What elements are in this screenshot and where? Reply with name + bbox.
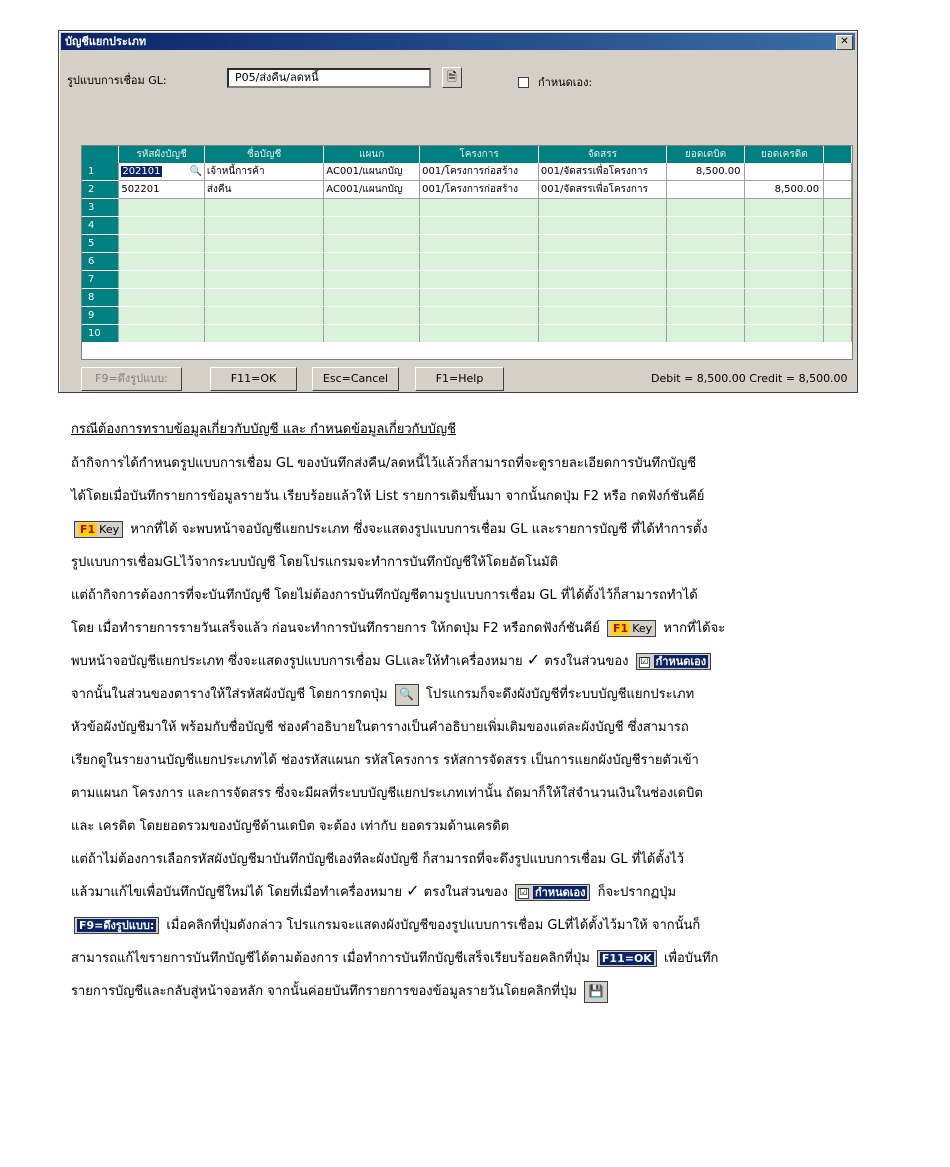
table-row[interactable]	[82, 163, 852, 181]
f9-button-icon	[74, 917, 159, 934]
paragraph-text: แล้วมาแก้ไขเพื่อบันทึกบัญชีใหม่ได้ โดยที่เมื่อทำเครื่องหมาย	[71, 885, 402, 900]
esc-cancel-button[interactable]: Esc=Cancel	[312, 367, 399, 391]
paragraph-line	[71, 683, 694, 706]
row-number: 5	[82, 235, 119, 253]
paragraph-line: ได้โดยเมื่อบันทึกรายการข้อมูลรายวัน เรียบร้อยแล้วให้ List รายการเดิมขึ้นมา จากนั้นกดปุ่ม F2 หรือ กดฟังก์ชันคีย์	[71, 489, 705, 504]
paragraph-text: เมื่อคลิกที่ปุ่มดังกล่าว โปรแกรมจะแสดงผังบัญชีของรูปแบบการเชื่อม GLที่ได้ตั้งไว้มาให้ จากนั้นก็	[166, 918, 701, 933]
checkbox-checked-icon: ☑	[519, 887, 528, 898]
cell-project[interactable]: 001/โครงการก่อสร้าง	[420, 163, 539, 181]
paragraph-line	[71, 518, 708, 539]
journal-grid	[81, 145, 853, 360]
paragraph-line: เรียกดูในรายงานบัญชีแยกประเภทได้ ช่องรหัสแผนก รหัสโครงการ รหัสการจัดสรร เป็นการแยกผังบัญชีรายตัวเข้า	[71, 753, 699, 768]
f1-key-icon	[74, 521, 123, 538]
cell-debit[interactable]: 8,500.00	[666, 163, 745, 181]
check-mark-icon: ✓	[526, 650, 541, 669]
paragraph-line: ถ้ากิจการได้กำหนดรูปแบบการเชื่อม GL ของบันทึกส่งคืน/ลดหนี้ไว้แล้วก็สามารถที่จะดูรายละเอียดการบันทึกบัญชี	[71, 456, 697, 471]
checkbox-checked-icon: ☑	[640, 656, 649, 667]
custom-checkbox-icon	[636, 653, 712, 670]
paragraph-line	[71, 980, 611, 1003]
lookup-icon[interactable]: 🔍	[189, 166, 202, 177]
cell-code[interactable]: 502201	[119, 181, 205, 199]
cell-name[interactable]: ส่งคืน	[204, 181, 323, 199]
f1-key-label: F1	[613, 622, 629, 635]
f1-key-word: Key	[99, 523, 120, 536]
lookup-button-icon: 🔍	[395, 684, 419, 706]
ledger-dialog	[58, 30, 858, 393]
paragraph-line	[71, 947, 718, 968]
row-number: 10	[82, 325, 119, 343]
grid-header	[82, 146, 852, 163]
cell-name[interactable]: เจ้าหนี้การค้า	[204, 163, 323, 181]
col-header-extra	[824, 146, 852, 163]
custom-word: กำหนดเอง	[655, 655, 707, 668]
col-header-credit[interactable]: ยอดเครดิต	[745, 146, 824, 163]
cell-debit[interactable]	[666, 181, 745, 199]
paragraph-text: ก็จะปรากฏปุ่ม	[597, 885, 677, 900]
paragraph-line: และ เครดิต โดยยอดรวมของบัญชีด้านเดบิต จะต้อง เท่ากับ ยอดรวมด้านเครดิต	[71, 819, 510, 834]
table-row[interactable]	[82, 235, 852, 253]
gl-format-label: รูปแบบการเชื่อม GL:	[67, 74, 167, 87]
dialog-titlebar	[61, 33, 855, 50]
section-heading: กรณีต้องการทราบข้อมูลเกี่ยวกับบัญชี และ กำหนดข้อมูลเกี่ยวกับบัญชี	[71, 422, 456, 437]
custom-word: กำหนดเอง	[534, 886, 586, 899]
f11-button-icon	[597, 950, 657, 967]
cell-alloc[interactable]: 001/จัดสรรเพื่อโครงการ	[538, 181, 666, 199]
paragraph-text: พบหน้าจอบัญชีแยกประเภท ซึ่งจะแสดงรูปแบบการเชื่อม GLและให้ทำเครื่องหมาย	[71, 654, 523, 669]
row-number: 1	[82, 163, 119, 181]
f11-ok-button[interactable]: F11=OK	[210, 367, 297, 391]
paragraph-line	[71, 617, 725, 638]
table-row[interactable]	[82, 217, 852, 235]
paragraph-text: จากนั้นในส่วนของตารางให้ใส่รหัสผังบัญชี โดยการกดปุ่ม	[71, 687, 388, 702]
paragraph-text: ตรงในส่วนของ	[544, 654, 629, 669]
f11-word: F11=OK	[601, 952, 652, 965]
table-row[interactable]	[82, 181, 852, 199]
paragraph-text: ตรงในส่วนของ	[423, 885, 508, 900]
f9-load-format-button[interactable]: F9=ดึงรูปแบบ:	[81, 367, 182, 391]
cell-alloc[interactable]: 001/จัดสรรเพื่อโครงการ	[538, 163, 666, 181]
cell-extra	[824, 163, 852, 181]
table-row[interactable]	[82, 289, 852, 307]
dialog-title: บัญชีแยกประเภท	[65, 35, 147, 48]
f1-key-word: Key	[632, 622, 653, 635]
save-disk-icon: 💾	[584, 981, 608, 1003]
paragraph-line: รูปแบบการเชื่อมGLไว้จากระบบบัญชี โดยโปรแกรมจะทำการบันทึกบัญชีให้โดยอัตโนมัติ	[71, 555, 559, 570]
row-number: 2	[82, 181, 119, 199]
col-header-debit[interactable]: ยอดเดบิต	[666, 146, 745, 163]
paragraph-line	[71, 881, 676, 902]
col-header-project[interactable]: โครงการ	[420, 146, 539, 163]
custom-checkbox-wrap[interactable]	[518, 73, 592, 91]
row-number: 9	[82, 307, 119, 325]
cell-code-value[interactable]: 202101	[122, 166, 161, 177]
cell-project[interactable]: 001/โครงการก่อสร้าง	[420, 181, 539, 199]
cell-extra	[824, 181, 852, 199]
f1-key-label: F1	[80, 523, 96, 536]
row-number: 7	[82, 271, 119, 289]
custom-checkbox-label: กำหนดเอง:	[538, 76, 593, 89]
row-number: 6	[82, 253, 119, 271]
table-row[interactable]	[82, 307, 852, 325]
check-mark-icon: ✓	[406, 881, 420, 900]
paragraph-line	[71, 914, 700, 935]
f1-help-button[interactable]: F1=Help	[415, 367, 504, 391]
row-number: 3	[82, 199, 119, 217]
table-row[interactable]	[82, 253, 852, 271]
col-header-name[interactable]: ชื่อบัญชี	[204, 146, 323, 163]
paragraph-text: หากที่ได้ จะพบหน้าจอบัญชีแยกประเภท ซึ่งจะแสดงรูปแบบการเชื่อม GL และรายการบัญชี ที่ได้ทำการตั้ง	[130, 522, 708, 537]
paragraph-text: เพื่อบันทึก	[663, 951, 719, 966]
f1-key-icon	[607, 620, 656, 637]
paragraph-line: หัวข้อผังบัญชีมาให้ พร้อมกับชื่อบัญชี ช่องคำอธิบายในตารางเป็นคำอธิบายเพิ่มเติมของแต่ละผังบัญชี ซึ่งสามารถ	[71, 720, 689, 735]
row-number: 4	[82, 217, 119, 235]
close-button[interactable]: ✕	[836, 35, 853, 50]
paragraph-text: หากที่ได้จะ	[663, 621, 726, 636]
col-header-dept[interactable]: แผนก	[324, 146, 420, 163]
cell-dept[interactable]: AC001/แผนกบัญ	[324, 181, 420, 199]
cell-credit[interactable]: 8,500.00	[745, 181, 824, 199]
paragraph-line: แต่ถ้ากิจการต้องการที่จะบันทึกบัญชี โดยไม่ต้องการบันทึกบัญชีตามรูปแบบการเชื่อม GL ที่ได้ตั้งไว้ก็สามารถทำได้	[71, 588, 698, 603]
paragraph-line	[71, 650, 714, 671]
cell-dept[interactable]: AC001/แผนกบัญ	[324, 163, 420, 181]
document-icon: 🗎	[447, 70, 457, 84]
col-header-alloc[interactable]: จัดสรร	[538, 146, 666, 163]
paragraph-text: โดย เมื่อทำรายการรายวันเสร็จแล้ว ก่อนจะทำการบันทึกรายการ ให้กดปุ่ม F2 หรือกดฟังก์ชันคีย์	[71, 621, 600, 636]
col-header-no	[82, 146, 119, 163]
gl-browse-button[interactable]	[442, 67, 462, 88]
paragraph-line: ตามแผนก โครงการ และการจัดสรร ซึ่งจะมีผลที่ระบบบัญชีแยกประเภทเท่านั้น ถัดมาก็ให้ใส่จำนวนเงินในช่องเดบิต	[71, 786, 703, 801]
paragraph-text: สามารถแก้ไขรายการบันทึกบัญชีได้ตามต้องการ เมื่อทำการบันทึกบัญชีเสร็จเรียบร้อยคลิกที่ปุ่ม	[71, 951, 590, 966]
col-header-code[interactable]: รหัสผังบัญชี	[119, 146, 205, 163]
paragraph-line: แต่ถ้าไม่ต้องการเลือกรหัสผังบัญชีมาบันทึกบัญชีเองทีละผังบัญชี ก็สามารถที่จะดึงรูปแบบการเชื่อม GL ที่ได้ตั้งไว้	[71, 852, 684, 867]
paragraph-text: รายการบัญชีและกลับสู่หน้าจอหลัก จากนั้นค่อยบันทึกรายการของข้อมูลรายวันโดยคลิกที่ปุ่ม	[71, 984, 577, 999]
cell-code[interactable]	[119, 163, 205, 181]
custom-checkbox-icon	[515, 884, 591, 901]
custom-checkbox[interactable]	[518, 77, 529, 88]
f9-word: F9=ดึงรูปแบบ:	[79, 919, 155, 932]
gl-format-input[interactable]: P05/ส่งคืน/ลดหนี้	[227, 68, 431, 88]
row-number: 8	[82, 289, 119, 307]
table-row[interactable]	[82, 199, 852, 217]
paragraph-text: โปรแกรมก็จะดึงผังบัญชีที่ระบบบัญชีแยกประเภท	[425, 687, 695, 702]
table-row[interactable]	[82, 325, 852, 343]
table-row[interactable]	[82, 271, 852, 289]
cell-credit[interactable]	[745, 163, 824, 181]
debit-credit-totals: Debit = 8,500.00 Credit = 8,500.00	[651, 372, 848, 385]
